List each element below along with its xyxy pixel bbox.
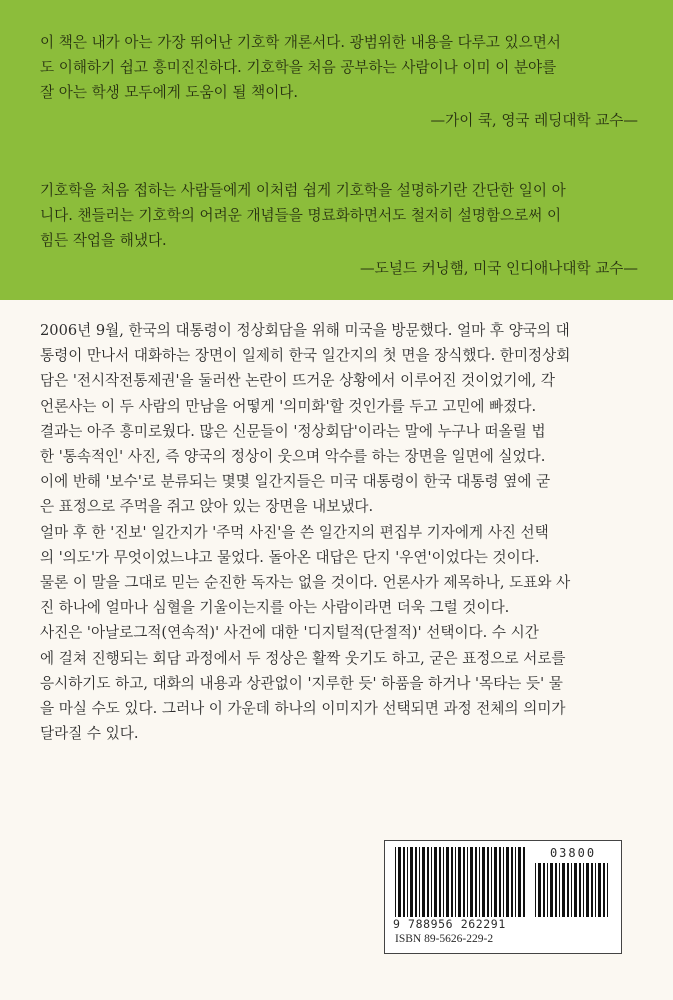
main-text-line: 결과는 아주 흥미로웠다. 많은 신문들이 '정상회담'이라는 말에 누구나 떠올릴 법 <box>40 422 546 440</box>
main-text-line: 2006년 9월, 한국의 대통령이 정상회담을 위해 미국을 방문했다. 얼마 후 양국의 대 <box>40 322 570 339</box>
main-text-line: 언론사는 이 두 사람의 만남을 어떻게 '의미화'할 것인가를 두고 고민에 빠졌다. <box>40 397 537 415</box>
barcode-bar <box>422 847 425 917</box>
barcode-bar <box>506 847 509 917</box>
main-text-line: 응시하기도 하고, 대화의 내용과 상관없이 '지루한 듯' 하품을 하거나 '목타는 듯' 물 <box>40 674 563 692</box>
barcode-bar <box>410 847 413 917</box>
barcode-bar <box>586 863 589 917</box>
barcode-bar <box>535 863 536 917</box>
main-text-line: 은 표정으로 주먹을 쥐고 앉아 있는 장면을 내보냈다. <box>40 498 374 516</box>
barcode-bar <box>523 847 525 917</box>
barcode-bar <box>591 863 593 917</box>
barcode-bar <box>603 863 605 917</box>
main-text-line: 통령이 만나서 대화하는 장면이 일제히 한국 일간지의 첫 면을 장식했다. 한미정상회 <box>40 347 571 365</box>
barcode-bar <box>538 863 541 917</box>
isbn-number: ISBN 89-5626-229-2 <box>395 933 494 945</box>
barcode-bar <box>431 847 432 917</box>
barcode-bar <box>571 863 572 917</box>
barcode-bar <box>511 847 513 917</box>
barcode-bar <box>607 863 608 917</box>
blurb-1-line: 이 책은 내가 아는 가장 뛰어난 기호학 개론서다. 광범위한 내용을 다루고 있으면서 <box>40 34 561 51</box>
barcode-bar <box>419 847 420 917</box>
barcode-bar <box>503 847 504 917</box>
barcode-bar <box>470 847 473 917</box>
barcode-bar <box>479 847 480 917</box>
main-text-line: 에 걸쳐 진행되는 회담 과정에서 두 정상은 활짝 웃기도 하고, 굳은 표정으로 서로를 <box>40 649 566 667</box>
barcode-bar <box>487 847 489 917</box>
blurb-1-line: 도 이해하기 쉽고 흥미진진하다. 기호학을 처음 공부하는 사람이나 이미 이 분야를 <box>40 59 557 76</box>
barcode-bar <box>439 847 441 917</box>
addon-barcode <box>535 863 611 917</box>
barcode-bar <box>550 863 553 917</box>
barcode-bar <box>583 863 584 917</box>
main-text-line: 의 '의도'가 무엇이었느냐고 물었다. 돌아온 대답은 단지 '우연'이었다는 것이다. <box>40 548 540 566</box>
barcode-bar <box>415 847 417 917</box>
barcode-bar <box>403 847 405 917</box>
blurb-2-attribution: —도널드 커닝햄, 미국 인디애나대학 교수— <box>360 260 638 277</box>
barcode-bar <box>595 863 596 917</box>
barcode-bar <box>547 863 548 917</box>
blurb-1 <box>40 30 638 133</box>
blurb-1-line: 잘 아는 학생 모두에게 도움이 될 책이다. <box>40 84 299 101</box>
barcode-bar <box>598 863 601 917</box>
barcode-bar <box>451 847 453 917</box>
barcode-bar <box>398 847 401 917</box>
blurb-2 <box>40 178 638 281</box>
barcode-bar <box>555 863 557 917</box>
barcode-box <box>384 840 622 954</box>
ean-barcode <box>395 847 527 917</box>
blurb-1-attribution: —가이 쿡, 영국 레딩대학 교수— <box>430 112 638 129</box>
main-text-line: 사진은 '아날로그적(연속적)' 사건에 대한 '디지털적(단절적)' 선택이다. 수 시간 <box>40 624 539 642</box>
barcode-bar <box>574 863 577 917</box>
barcode-bar <box>407 847 408 917</box>
barcode-bar <box>559 863 560 917</box>
barcode-bar <box>499 847 501 917</box>
barcode-bar <box>446 847 449 917</box>
barcode-bar <box>443 847 444 917</box>
barcode-bar <box>455 847 456 917</box>
main-text-line: 을 마실 수도 있다. 그러나 이 가운데 하나의 이미지가 선택되면 과정 전체의 의미가 <box>40 700 566 718</box>
barcode-bar <box>491 847 492 917</box>
barcode-bar <box>567 863 569 917</box>
barcode-bar <box>515 847 516 917</box>
price-code: 03800 <box>549 846 597 860</box>
barcode-bar <box>467 847 468 917</box>
barcode-bar <box>543 863 545 917</box>
main-text-line: 한 '통속적인' 사진, 즉 양국의 정상이 웃으며 악수를 하는 장면을 일면에 실었다. <box>40 448 546 466</box>
main-text-line: 진 하나에 얼마나 심혈을 기울이는지를 아는 사람이라면 더욱 그럴 것이다. <box>40 599 510 617</box>
main-text-line: 담은 '전시작전통제권'을 둘러싼 논란이 뜨거운 상황에서 이루어진 것이었기에, 각 <box>40 372 555 390</box>
main-text-line: 물론 이 말을 그대로 믿는 순진한 독자는 없을 것이다. 언론사가 제목하나, 도표와 사 <box>40 574 571 592</box>
blurb-2-line: 기호학을 처음 접하는 사람들에게 이처럼 쉽게 기호학을 설명하기란 간단한 일이 아 <box>40 182 566 199</box>
barcode-bar <box>494 847 497 917</box>
barcode-bar <box>395 847 396 917</box>
ean-digits: 9 788956 262291 <box>393 917 506 931</box>
barcode-bar <box>427 847 429 917</box>
blurb-2-line: 힘든 작업을 해냈다. <box>40 232 167 249</box>
barcode-bar <box>475 847 477 917</box>
main-text-line: 얼마 후 한 '진보' 일간지가 '주먹 사진'을 쓴 일간지의 편집부 기자에게 사진 선택 <box>40 523 549 541</box>
barcode-bar <box>579 863 581 917</box>
barcode-bar <box>518 847 521 917</box>
barcode-bar <box>482 847 485 917</box>
barcode-bar <box>458 847 461 917</box>
main-text-line: 이에 반해 '보수'로 분류되는 몇몇 일간지들은 미국 대통령이 한국 대통령 옆에 굳 <box>40 473 551 491</box>
main-text <box>40 318 638 746</box>
blurb-2-line: 니다. 챈들러는 기호학의 어려운 개념들을 명료화하면서도 철저히 설명함으로써 이 <box>40 207 562 224</box>
main-text-line: 달라질 수 있다. <box>40 725 139 743</box>
barcode-bar <box>463 847 465 917</box>
barcode-bar <box>562 863 565 917</box>
barcode-bar <box>434 847 437 917</box>
